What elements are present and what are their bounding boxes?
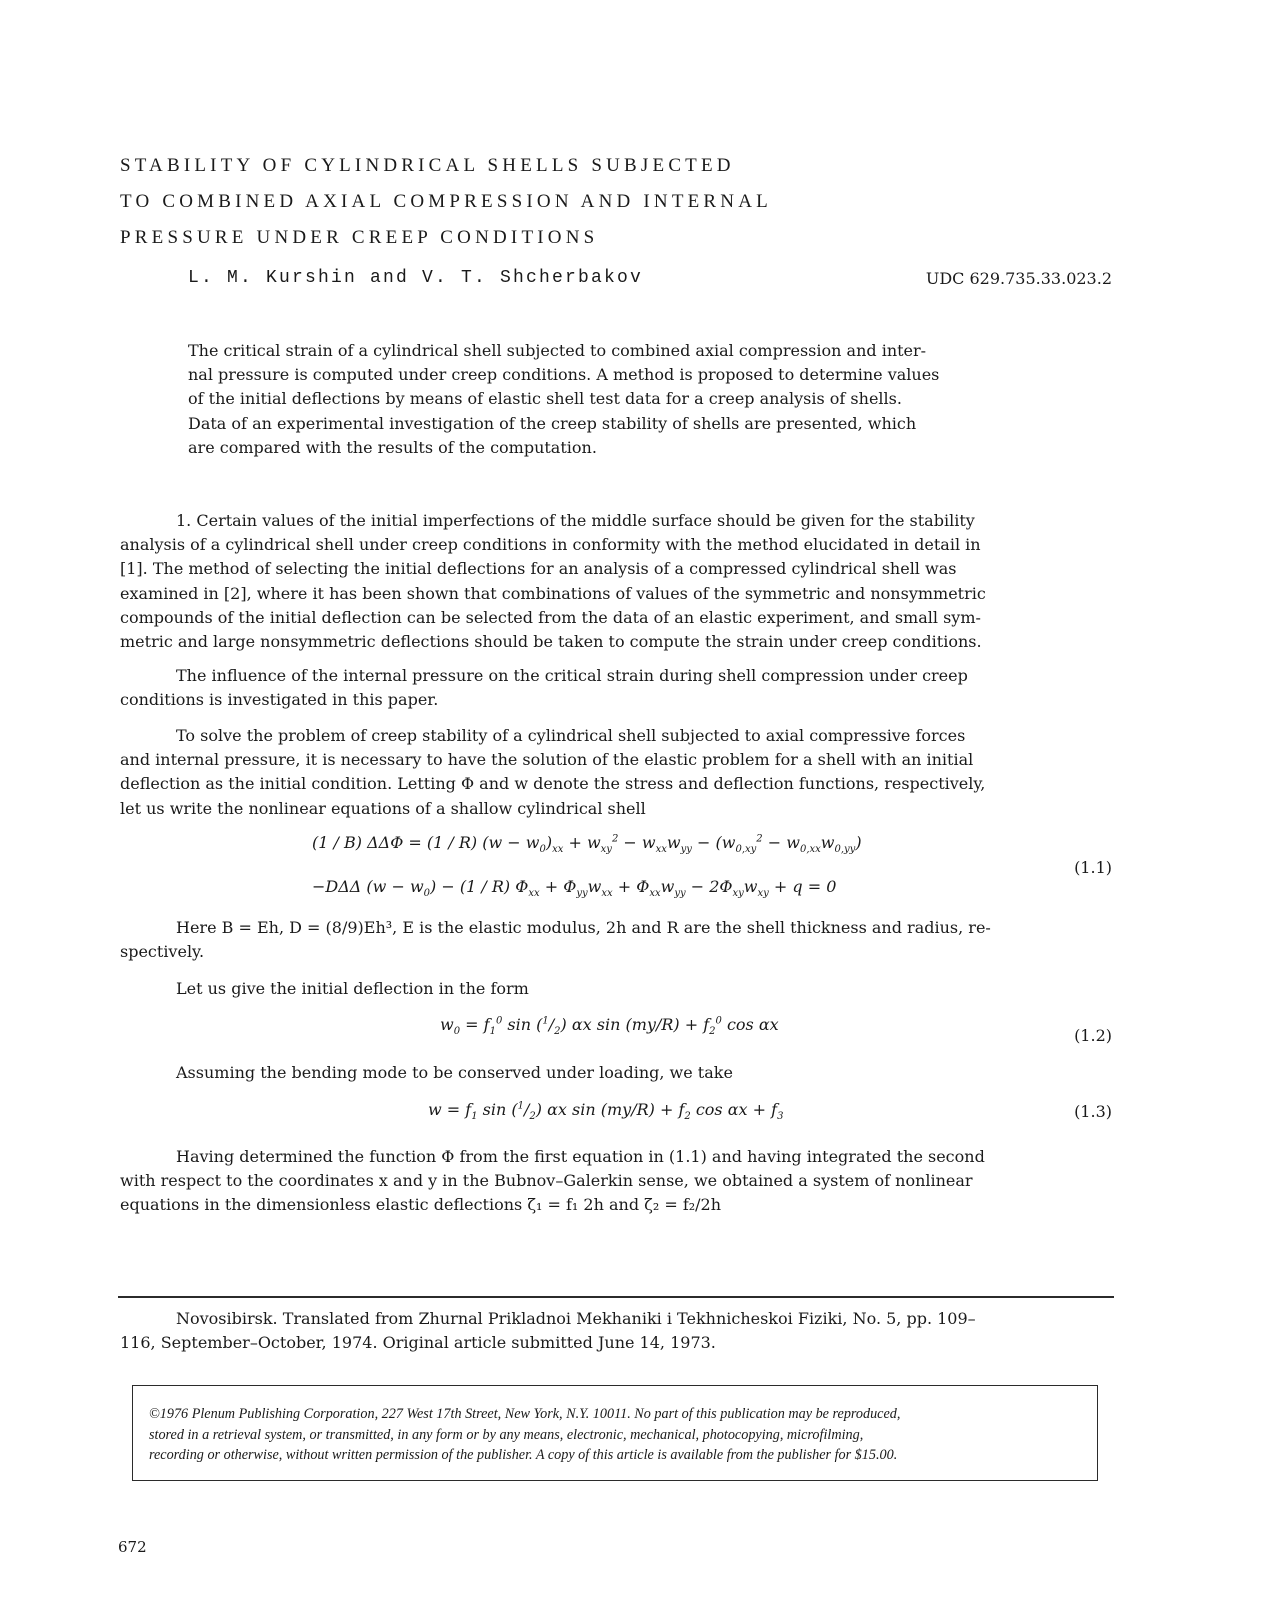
abstract-line: Data of an experimental investigation of the creep stability of shells are presented, which [188,413,917,433]
footnote [120,1307,1112,1355]
abstract-line: are compared with the results of the computation. [188,437,597,457]
paragraph-line: conditions is investigated in this paper. [120,690,439,710]
footnote-line: Novosibirsk. Translated from Zhurnal Prikladnoi Mekhaniki i Tekhnicheskoi Fiziki, No. 5, pp. 109– [176,1309,976,1328]
copyright-line: ©1976 Plenum Publishing Corporation, 227 West 17th Street, New York, N.Y. 10011. No part of this publication may be reproduced, [149,1406,901,1422]
equation-number: (1.2) [1074,1026,1112,1045]
paragraph-line: [1]. The method of selecting the initial deflections for an analysis of a compressed cylindrical shell was [120,559,957,579]
paragraph-7 [120,1145,1112,1218]
paragraph-4 [120,916,1112,964]
paragraph-line: Here B = Eh, D = (8/9)Eh³, E is the elastic modulus, 2h and R are the shell thickness and radius, re- [176,918,991,937]
authors: L. M. Kurshin and V. T. Shcherbakov [188,268,644,288]
equation-1-3: $w = f_1$ $\sin (^1/_2)$ αx $\sin (my/R) + f_2$ $\cos \alpha x + f_3$ [428,1100,784,1123]
udc-code: UDC 629.735.33.023.2 [925,269,1112,288]
paragraph-line: metric and large nonsymmetric deflections should be taken to compute the strain under creep conditions. [120,632,982,652]
abstract-line: of the initial deflections by means of elastic shell test data for a creep analysis of shells. [188,389,902,409]
title-line: STABILITY OF CYLINDRICAL SHELLS SUBJECTED [120,155,735,176]
paragraph-3 [120,724,1112,821]
title-line: TO COMBINED AXIAL COMPRESSION AND INTERNAL [120,191,772,212]
equation-number: (1.1) [1074,858,1112,877]
footnote-line: 116, September–October, 1974. Original article submitted June 14, 1973. [120,1333,716,1352]
paragraph-1 [120,509,1112,654]
equation-1-1-line-2: −DΔΔ $(w - w_0) - (1 / R)$ $\Phi_{xx} + \Phi_{yy}w_{xx} + \Phi_{xx}w_{yy} - 2\Phi_{xy}w_{xy} + q = 0$ [312,877,837,900]
paragraph-line: To solve the problem of creep stability of a cylindrical shell subjected to axial compressive forces [176,726,966,745]
paragraph-line: and internal pressure, it is necessary to have the solution of the elastic problem for a shell with an initial [120,750,974,770]
paragraph-line: Having determined the function Φ from the first equation in (1.1) and having integrated the second [176,1147,985,1166]
paragraph-line: examined in [2], where it has been shown that combinations of values of the symmetric and nonsymmetric [120,583,986,603]
paragraph-line: deflection as the initial condition. Letting Φ and w denote the stress and deflection functions, respectively, [120,774,986,794]
paragraph-line: spectively. [120,942,205,962]
paragraph-6 [120,1061,1112,1085]
equation-1-1-line-1: (1 / B) ΔΔΦ = (1 / R) $(w - w_0)_{xx} + w_{xy}^2 - w_{xx}w_{yy} - (w_{0,xy}^2 - w_{0,xx}w_{0,yy})$ [312,833,862,856]
copyright-line: stored in a retrieval system, or transmitted, in any form or by any means, electronic, mechanical, photocopying, microfilming, [149,1426,864,1443]
title-line: PRESSURE UNDER CREEP CONDITIONS [120,227,599,248]
paragraph-line: Assuming the bending mode to be conserved under loading, we take [176,1063,733,1082]
paper-title [120,148,1020,256]
paragraph-5 [120,977,1112,1001]
paragraph-line: Let us give the initial deflection in the form [176,979,529,998]
copyright-line: recording or otherwise, without written permission of the publisher. A copy of this article is available from the publisher for $15.00. [149,1447,898,1463]
page-number: 672 [118,1538,147,1556]
paragraph-line: let us write the nonlinear equations of a shallow cylindrical shell [120,798,646,818]
abstract-line: The critical strain of a cylindrical shell subjected to combined axial compression and inter- [188,341,927,360]
abstract [188,339,1068,460]
footnote-divider [118,1296,1114,1298]
paragraph-2 [120,664,1112,712]
paragraph-line: equations in the dimensionless elastic deflections ζ₁ = f₁ 2h and ζ₂ = f₂/2h [120,1195,722,1215]
equation-number: (1.3) [1074,1102,1112,1121]
equation-1-2: $w_0 = f_1^0$ $\sin (^1/_2)$ αx $\sin (my/R) + f_2^0$ cos αx [440,1015,779,1038]
copyright-box [132,1385,1098,1481]
paragraph-line: with respect to the coordinates x and y in the Bubnov–Galerkin sense, we obtained a system of nonlinear [120,1171,973,1191]
paragraph-line: The influence of the internal pressure on the critical strain during shell compression under creep [176,666,968,685]
paragraph-line: analysis of a cylindrical shell under creep conditions in conformity with the method elucidated in detail in [120,535,981,555]
paragraph-line: compounds of the initial deflection can be selected from the data of an elastic experiment, and small sym- [120,607,981,627]
copyright-notice [149,1404,1089,1466]
abstract-line: nal pressure is computed under creep conditions. A method is proposed to determine values [188,365,940,385]
paragraph-line: 1. Certain values of the initial imperfections of the middle surface should be given for the stability [176,511,975,530]
